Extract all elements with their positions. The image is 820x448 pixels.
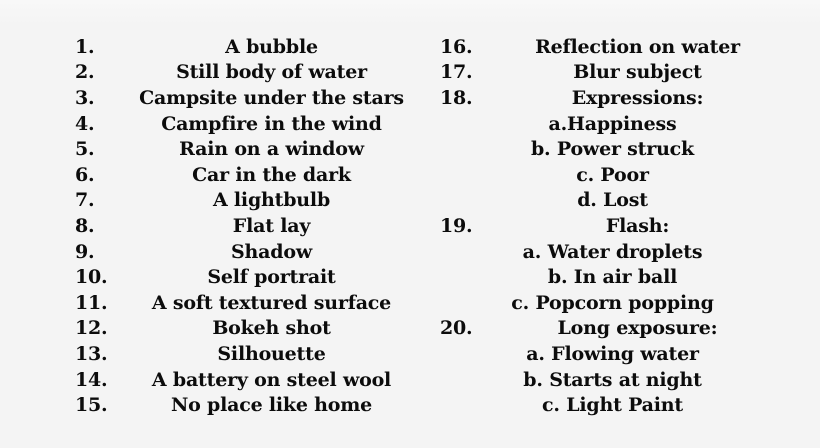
list-item	[440, 85, 785, 111]
list-subitem	[440, 188, 785, 214]
item-number: 19.	[440, 214, 473, 237]
list-item	[75, 341, 420, 367]
item-label: Blur subject	[573, 61, 702, 84]
list-item	[75, 316, 420, 342]
item-number: 5.	[75, 138, 95, 161]
list-item	[75, 239, 420, 265]
item-number: 3.	[75, 86, 95, 109]
list-item	[75, 367, 420, 393]
item-number: 13.	[75, 342, 108, 365]
list-subitem	[440, 264, 785, 290]
item-label: Self portrait	[207, 266, 336, 289]
item-number: 9.	[75, 240, 95, 263]
list-subitem	[440, 162, 785, 188]
item-number: 7.	[75, 189, 95, 212]
item-number: 11.	[75, 291, 108, 314]
list-item	[440, 34, 785, 60]
list-item	[75, 162, 420, 188]
item-label: Silhouette	[217, 342, 326, 365]
list-subitem	[440, 239, 785, 265]
item-label: A lightbulb	[212, 189, 331, 212]
item-label: b. In air ball	[547, 266, 678, 289]
list-column-left	[75, 34, 420, 418]
item-number: 2.	[75, 61, 95, 84]
list-subitem	[440, 341, 785, 367]
list-item	[75, 188, 420, 214]
item-label: A bubble	[225, 35, 318, 58]
list-item	[75, 136, 420, 162]
list-item	[75, 264, 420, 290]
list-column-right	[440, 34, 785, 418]
item-label: Shadow	[231, 240, 312, 263]
list-item	[75, 290, 420, 316]
item-label: b. Power struck	[530, 138, 695, 161]
item-number: 4.	[75, 112, 95, 135]
item-label: Still body of water	[176, 61, 367, 84]
item-label: a. Water droplets	[522, 240, 703, 263]
list-item	[75, 392, 420, 418]
item-label: b. Starts at night	[523, 368, 702, 391]
item-label: c. Popcorn popping	[511, 291, 714, 314]
item-label: A battery on steel wool	[151, 368, 392, 391]
item-label: Flat lay	[232, 214, 311, 237]
item-number: 10.	[75, 266, 108, 289]
item-label: Expressions:	[571, 86, 704, 109]
item-number: 12.	[75, 317, 108, 340]
item-number: 17.	[440, 61, 473, 84]
item-number: 8.	[75, 214, 95, 237]
item-number: 1.	[75, 35, 95, 58]
item-number: 20.	[440, 317, 473, 340]
item-label: Campfire in the wind	[161, 112, 382, 135]
list-subitem	[440, 290, 785, 316]
item-label: Flash:	[605, 214, 670, 237]
item-label: d. Lost	[577, 189, 648, 212]
list-item	[75, 60, 420, 86]
item-label: Bokeh shot	[212, 317, 331, 340]
list-item	[75, 213, 420, 239]
item-label: A soft textured surface	[151, 291, 392, 314]
list-subitem	[440, 136, 785, 162]
list-subitem	[440, 111, 785, 137]
item-number: 6.	[75, 163, 95, 186]
item-label: c. Light Paint	[542, 394, 683, 417]
item-label: a. Flowing water	[526, 342, 699, 365]
list-item	[440, 316, 785, 342]
list-item	[75, 34, 420, 60]
item-number: 16.	[440, 35, 473, 58]
item-label: Reflection on water	[535, 35, 740, 58]
item-label: a.Happiness	[548, 112, 677, 135]
list-item	[440, 60, 785, 86]
list-subitem	[440, 392, 785, 418]
list-item	[75, 111, 420, 137]
item-number: 14.	[75, 368, 108, 391]
list-subitem	[440, 367, 785, 393]
item-number: 18.	[440, 86, 473, 109]
item-label: c. Poor	[576, 163, 649, 186]
list-item	[75, 85, 420, 111]
item-label: Long exposure:	[557, 317, 718, 340]
item-label: Campsite under the stars	[139, 86, 404, 109]
item-label: Car in the dark	[192, 163, 351, 186]
item-label: No place like home	[170, 394, 373, 417]
list-item	[440, 213, 785, 239]
item-label: Rain on a window	[179, 138, 364, 161]
item-number: 15.	[75, 394, 108, 417]
